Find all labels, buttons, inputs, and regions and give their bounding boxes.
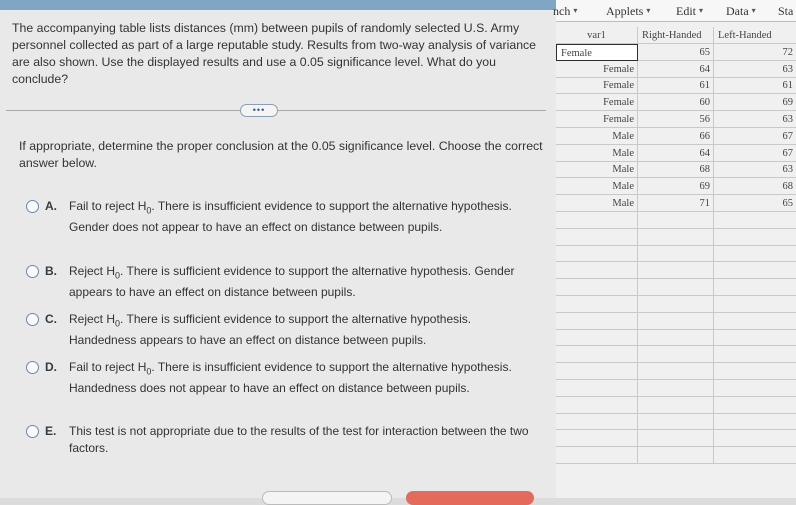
empty-row [556, 229, 796, 246]
table-cell[interactable]: 68 [638, 161, 714, 178]
empty-row [556, 447, 796, 464]
table-row [556, 111, 796, 128]
table-row [556, 178, 796, 195]
question-prompt: If appropriate, determine the proper conclusion at the 0.05 significance level. Choose the correct answer below. [19, 139, 543, 170]
empty-row [556, 329, 796, 346]
empty-cell[interactable] [714, 363, 796, 380]
table-cell[interactable]: Female [556, 94, 638, 111]
table-row [556, 161, 796, 178]
table-cell[interactable]: Female [556, 61, 638, 78]
empty-cell[interactable] [556, 329, 638, 346]
empty-cell[interactable] [556, 279, 638, 296]
empty-cell[interactable] [638, 212, 714, 229]
menu-nch[interactable] [553, 4, 577, 19]
option-text-rest: . There is sufficient evidence to support the alternative hypothesis. Handedness appears to have an effect on distance between pupils. [69, 312, 472, 348]
empty-cell[interactable] [714, 313, 796, 330]
empty-cell[interactable] [638, 329, 714, 346]
empty-row [556, 313, 796, 330]
empty-cell[interactable] [714, 279, 796, 296]
empty-row [556, 380, 796, 397]
table-cell[interactable]: Male [556, 161, 638, 178]
subscript-zero: 0 [115, 270, 121, 281]
table-cell[interactable]: 65 [782, 198, 793, 209]
table-row [556, 77, 796, 94]
table-cell[interactable]: 69 [638, 178, 714, 195]
empty-cell[interactable] [638, 245, 714, 262]
radio-button[interactable] [26, 361, 39, 374]
empty-cell[interactable] [638, 413, 714, 430]
radio-button[interactable] [26, 313, 39, 326]
table-row [556, 94, 796, 111]
chevron-down-icon: ▾ [751, 6, 756, 15]
empty-cell[interactable] [556, 262, 638, 279]
table-row [556, 195, 796, 212]
table-cell[interactable]: Female [556, 111, 638, 128]
table-cell[interactable]: 67 [782, 130, 793, 142]
table-row [556, 145, 796, 162]
table-cell[interactable]: 63 [782, 63, 793, 75]
subscript-zero: 0 [115, 318, 121, 329]
table-cell[interactable]: 65 [638, 44, 714, 61]
option-text [69, 198, 529, 236]
option-letter: C. [45, 312, 57, 326]
option-text-rest: . There is insufficient evidence to support the alternative hypothesis. Gender does not appear to have an effect on distance between pupils. [69, 199, 512, 235]
table-cell[interactable]: 61 [782, 80, 793, 92]
empty-cell[interactable] [556, 296, 638, 313]
empty-row [556, 430, 796, 447]
empty-row [556, 397, 796, 414]
table-cell[interactable]: 60 [638, 94, 714, 111]
chevron-down-icon: ▾ [699, 6, 704, 15]
option-text [69, 359, 529, 397]
empty-cell[interactable] [556, 363, 638, 380]
empty-cell[interactable] [556, 313, 638, 330]
subscript-zero: 0 [146, 205, 152, 216]
expand-more-button[interactable]: ••• [240, 104, 278, 117]
table-cell[interactable]: 64 [638, 61, 714, 78]
bottom-primary-button[interactable] [406, 491, 534, 505]
empty-row [556, 279, 796, 296]
empty-cell[interactable] [714, 447, 796, 464]
chevron-down-icon: ▾ [573, 6, 578, 15]
column-header[interactable]: Left-Handed [718, 30, 772, 41]
empty-cell[interactable] [556, 430, 638, 447]
empty-cell[interactable] [714, 212, 796, 229]
table-cell[interactable]: 56 [638, 111, 714, 128]
option-text-lead: Fail to reject H [69, 199, 147, 213]
empty-row [556, 212, 796, 229]
option-text-lead: Reject H [69, 312, 116, 326]
option-text-rest: . There is sufficient evidence to support the alternative hypothesis. Gender appears to have an effect on distance between pupils. [69, 264, 515, 300]
empty-cell[interactable] [714, 262, 796, 279]
question-intro: The accompanying table lists distances (mm) between pupils of randomly selected U.S. Army personnel collected as part of a large reputable study. Results from two-way analysis of variance are also shown. Use the displayed results and use a 0.05 significance level. What do you conclude? [12, 21, 537, 86]
bottom-secondary-button[interactable] [262, 491, 392, 505]
empty-cell[interactable] [556, 447, 638, 464]
column-header[interactable]: var1 [556, 27, 638, 44]
empty-row [556, 245, 796, 262]
menu-label: Edit [676, 4, 696, 18]
empty-cell[interactable] [556, 413, 638, 430]
table-cell[interactable]: 66 [638, 128, 714, 145]
table-cell[interactable]: Male [556, 128, 638, 145]
menu-label: Sta [778, 4, 794, 18]
selected-cell[interactable]: Female [556, 44, 638, 61]
option-letter: D. [45, 360, 57, 374]
subscript-zero: 0 [146, 366, 152, 377]
empty-cell[interactable] [714, 245, 796, 262]
option-text-rest: . There is insufficient evidence to support the alternative hypothesis. Handedness does not appear to have an effect on distance between pupils. [69, 360, 512, 396]
option-text [69, 263, 529, 301]
empty-row [556, 413, 796, 430]
chevron-down-icon: ▾ [646, 6, 651, 15]
menu-edit[interactable] [676, 4, 703, 19]
empty-cell[interactable] [714, 329, 796, 346]
table-row [556, 61, 796, 78]
option-letter: B. [45, 264, 57, 278]
empty-cell[interactable] [638, 296, 714, 313]
table-cell[interactable]: 63 [782, 164, 793, 176]
table-cell[interactable]: 67 [782, 147, 793, 159]
option-letter: E. [45, 424, 57, 438]
column-header-row [556, 27, 796, 44]
empty-cell[interactable] [556, 245, 638, 262]
option-text-lead: This test is not appropriate due to the results of the test for interaction between the two factors. [69, 424, 529, 455]
radio-button[interactable] [26, 200, 39, 213]
menu-applets[interactable] [606, 4, 650, 19]
table-row [556, 44, 796, 61]
empty-cell[interactable] [714, 413, 796, 430]
empty-cell[interactable] [638, 430, 714, 447]
empty-cell[interactable] [638, 363, 714, 380]
option-text-lead: Reject H [69, 264, 116, 278]
answer-option-c[interactable] [26, 311, 536, 348]
empty-cell[interactable] [556, 380, 638, 397]
table-cell[interactable]: 64 [638, 145, 714, 162]
table-cell[interactable]: Male [556, 145, 638, 162]
answer-option-a[interactable] [26, 198, 536, 249]
empty-cell[interactable] [638, 397, 714, 414]
spreadsheet-menubar [553, 0, 796, 22]
empty-cell[interactable] [714, 296, 796, 313]
top-accent-bar [0, 0, 556, 10]
radio-button[interactable] [26, 265, 39, 278]
empty-cell[interactable] [714, 397, 796, 414]
empty-row [556, 296, 796, 313]
empty-cell[interactable] [714, 430, 796, 447]
menu-data[interactable] [726, 4, 756, 19]
menu-label: nch [553, 4, 571, 18]
option-letter: A. [45, 199, 57, 213]
option-text-lead: Fail to reject H [69, 360, 147, 374]
radio-button[interactable] [26, 425, 39, 438]
answer-option-b[interactable] [26, 263, 536, 300]
table-cell[interactable]: 63 [782, 114, 793, 125]
empty-row [556, 346, 796, 363]
empty-cell[interactable] [556, 212, 638, 229]
empty-cell[interactable] [638, 229, 714, 246]
table-row [556, 128, 796, 145]
menu-label: Applets [606, 4, 644, 18]
empty-cell[interactable] [714, 346, 796, 363]
empty-cell[interactable] [638, 380, 714, 397]
table-cell[interactable]: 68 [782, 181, 793, 193]
table-cell[interactable]: Female [556, 77, 638, 94]
empty-cell[interactable] [556, 229, 638, 246]
empty-cell[interactable] [638, 346, 714, 363]
empty-cell[interactable] [638, 447, 714, 464]
empty-cell[interactable] [638, 313, 714, 330]
option-text [69, 423, 529, 457]
table-cell[interactable]: 71 [638, 195, 714, 212]
empty-cell[interactable] [714, 229, 796, 246]
option-text [69, 311, 529, 349]
empty-row [556, 262, 796, 279]
empty-cell[interactable] [556, 346, 638, 363]
table-cell[interactable]: 72 [782, 46, 793, 58]
table-cell[interactable]: 69 [782, 97, 793, 109]
answer-option-e[interactable] [26, 423, 536, 457]
empty-cell[interactable] [638, 262, 714, 279]
empty-cell[interactable] [638, 279, 714, 296]
menu-sta[interactable] [778, 4, 793, 19]
table-cell[interactable]: Male [556, 178, 638, 195]
empty-cell[interactable] [556, 397, 638, 414]
column-header[interactable]: Right-Handed [638, 27, 714, 44]
empty-cell[interactable] [714, 380, 796, 397]
empty-row [556, 363, 796, 380]
table-cell[interactable]: Male [556, 195, 638, 212]
answer-option-d[interactable] [26, 359, 536, 410]
menu-label: Data [726, 4, 749, 18]
spreadsheet-panel [553, 0, 796, 498]
table-cell[interactable]: 61 [638, 77, 714, 94]
